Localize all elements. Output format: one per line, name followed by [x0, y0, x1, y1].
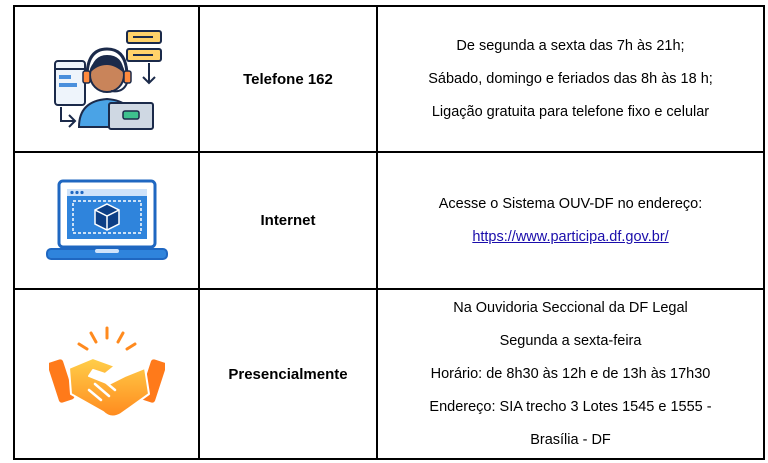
- table-row-telefone: [14, 6, 764, 152]
- channel-name: Presencialmente: [199, 289, 377, 459]
- laptop-icon: [45, 177, 169, 265]
- contact-channels-table: [13, 5, 765, 460]
- participa-link[interactable]: https://www.participa.df.gov.br/: [472, 228, 669, 245]
- table-row-presencial: [14, 289, 764, 459]
- icon-cell: [14, 152, 199, 289]
- detail-line: De segunda a sexta das 7h às 21h;: [456, 37, 685, 54]
- detail-line: Na Ouvidoria Seccional da DF Legal: [453, 299, 688, 316]
- channel-details: [377, 6, 764, 152]
- channel-name: Telefone 162: [199, 6, 377, 152]
- channel-details: [377, 289, 764, 459]
- channel-details: [377, 152, 764, 289]
- detail-line: Ligação gratuita para telefone fixo e celular: [431, 103, 710, 120]
- icon-cell: [14, 289, 199, 459]
- channel-name: Internet: [199, 152, 377, 289]
- table-row-internet: [14, 152, 764, 289]
- detail-line: Horário: de 8h30 às 12h e de 13h às 17h30: [430, 365, 711, 382]
- icon-cell: [14, 6, 199, 152]
- detail-line: Endereço: SIA trecho 3 Lotes 1545 e 1555 -: [429, 398, 712, 415]
- call-center-agent-icon: [49, 27, 165, 131]
- detail-line: Sábado, domingo e feriados das 8h às 18 h;: [428, 70, 713, 87]
- detail-line: Brasília - DF: [530, 431, 611, 448]
- detail-line: Segunda a sexta-feira: [499, 332, 642, 349]
- handshake-icon: [49, 324, 165, 424]
- detail-line: Acesse o Sistema OUV-DF no endereço:: [438, 195, 703, 212]
